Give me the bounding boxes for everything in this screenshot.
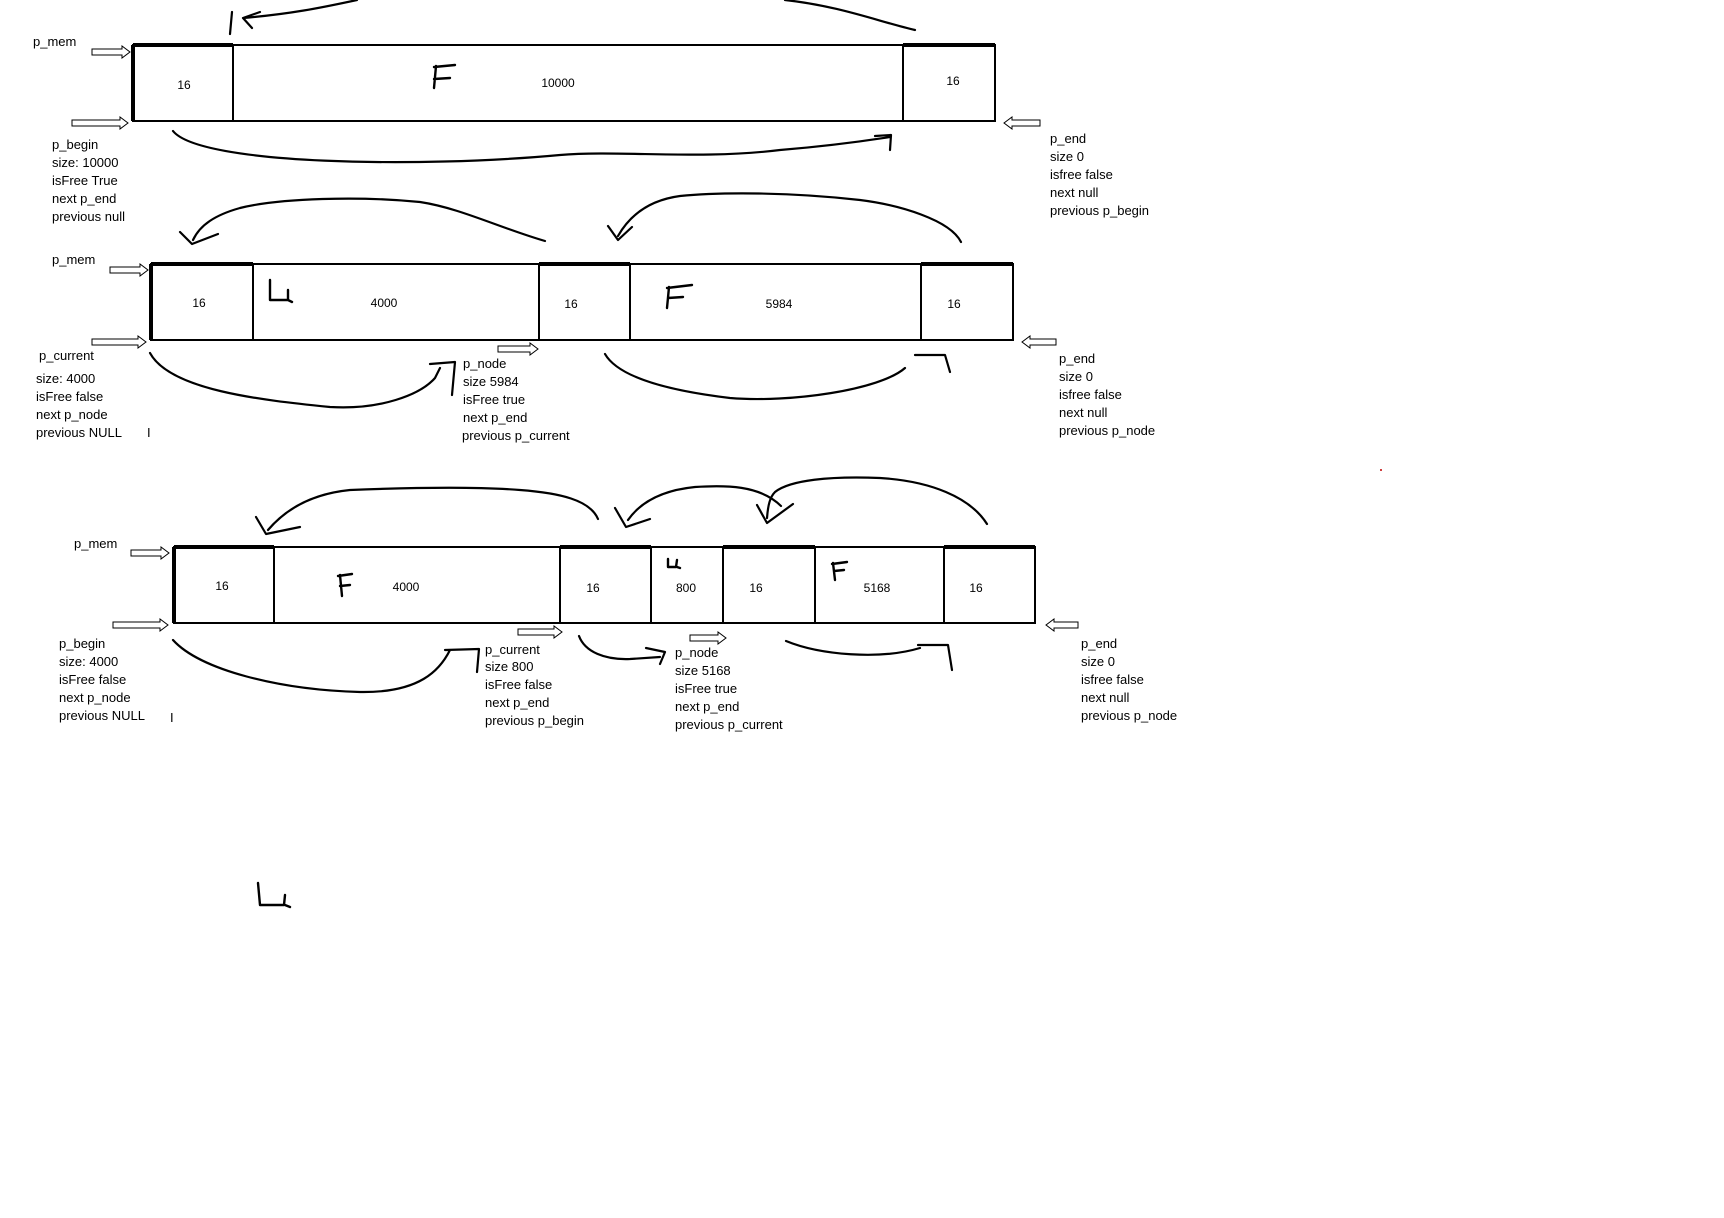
row2-next-link-arrow [150, 353, 455, 407]
row3-left-labels [59, 636, 145, 723]
label-line: next p_end [675, 699, 740, 714]
p-node-arrow-icon [690, 632, 726, 644]
label-line: previous p_current [462, 428, 570, 443]
p-begin-arrow-icon [113, 619, 168, 631]
label-line: previous p_begin [1050, 203, 1150, 218]
label-line: size 0 [1050, 149, 1084, 164]
label-line: isfree false [1050, 167, 1113, 182]
label-line: previous p_node [1059, 423, 1156, 438]
label-line: next p_end [463, 410, 528, 425]
p-node-arrow-icon [498, 343, 538, 355]
label-line: previous NULL [59, 708, 145, 723]
label-line: p_node [675, 645, 719, 660]
stray-mark: I [170, 710, 174, 725]
row3-next-link-arrow [173, 640, 479, 692]
row3-back-link-arrow [615, 486, 781, 527]
row3-back-link-arrow [256, 488, 598, 534]
row1-next-link-arrow [173, 131, 891, 162]
row2-next-link-arrow [605, 354, 950, 399]
row3-middle2-labels [675, 645, 783, 732]
label-line: p_begin [52, 137, 99, 152]
row1-block-label: 16 [946, 74, 960, 88]
label-line: size 5984 [463, 374, 519, 389]
row3-block-header [560, 547, 651, 623]
row2-block-end [921, 264, 1013, 340]
label-line: size 0 [1081, 654, 1115, 669]
label-line: isFree false [59, 672, 127, 687]
p-mem-arrow-icon [131, 547, 169, 559]
row1-block-label: 16 [177, 78, 191, 92]
row3-next-link-arrow [786, 641, 952, 670]
label-line: size: 4000 [59, 654, 119, 669]
label-line: p_end [1050, 131, 1087, 146]
label-line: previous p_current [675, 717, 783, 732]
label-line: previous p_begin [485, 713, 585, 728]
label-line: p_current [39, 348, 94, 363]
row2-block-label: 4000 [370, 296, 398, 310]
row3-back-link-arrow [757, 478, 987, 524]
label-line: isFree true [675, 681, 738, 696]
row3-p-mem-label: p_mem [74, 536, 118, 551]
row2-block-label: 5984 [765, 297, 793, 311]
label-line: isFree true [463, 392, 526, 407]
label-line: p_end [1059, 351, 1096, 366]
label-line: isFree false [485, 677, 553, 692]
row2-block-label: 16 [192, 296, 206, 310]
row3-next-link-arrow [579, 636, 665, 664]
label-line: size 800 [485, 659, 534, 674]
row3-block-label: 5168 [863, 581, 891, 595]
stray-dot [1380, 469, 1382, 471]
row2-left-labels [36, 348, 122, 440]
p-begin-arrow-icon [72, 117, 128, 129]
row3-middle1-labels [485, 642, 584, 728]
row2-block-header [539, 264, 630, 340]
row2-block-label: 16 [947, 297, 961, 311]
label-line: isfree false [1081, 672, 1144, 687]
row2-p-mem-label: p_mem [52, 252, 96, 267]
row1-p-mem-label: p_mem [33, 34, 77, 49]
row3-block-header [723, 547, 815, 623]
row-2 [36, 193, 1155, 443]
row3-block-label: 16 [969, 581, 983, 595]
stray-handwritten-u [258, 883, 290, 907]
label-line: previous p_node [1081, 708, 1178, 723]
p-current-arrow-icon [92, 336, 146, 348]
stray-mark: I [147, 425, 151, 440]
label-line: size: 10000 [52, 155, 119, 170]
row2-back-link-arrow [608, 193, 961, 242]
row3-block-label: 16 [586, 581, 600, 595]
label-line: next null [1081, 690, 1130, 705]
label-line: p_current [485, 642, 540, 657]
row1-block-label: 10000 [541, 76, 575, 90]
label-line: next p_end [485, 695, 550, 710]
label-line: next p_node [36, 407, 108, 422]
row3-block-label: 800 [675, 581, 697, 595]
label-line: next null [1059, 405, 1108, 420]
label-line: next p_end [52, 191, 117, 206]
label-line: next null [1050, 185, 1099, 200]
label-line: isFree True [52, 173, 118, 188]
p-current-arrow-icon [518, 626, 562, 638]
row3-block-label: 16 [749, 581, 763, 595]
row1-right-labels [1050, 131, 1149, 218]
row3-block-label: 16 [215, 579, 229, 593]
label-line: p_node [463, 356, 507, 371]
label-line: size 5168 [675, 663, 731, 678]
row3-right-labels [1081, 636, 1177, 723]
label-line: previous NULL [36, 425, 122, 440]
label-line: previous null [52, 209, 125, 224]
row1-back-link-curve [785, 0, 915, 30]
p-end-arrow-icon [1022, 336, 1056, 348]
row2-block-label: 16 [564, 297, 578, 311]
p-mem-arrow-icon [110, 264, 148, 276]
label-line: isFree false [36, 389, 104, 404]
row3-block-end [944, 547, 1035, 623]
row1-back-link-arrow [230, 0, 357, 34]
row-3 [59, 478, 1177, 732]
row-1 [33, 0, 1149, 224]
label-line: size 0 [1059, 369, 1093, 384]
label-line: size: 4000 [36, 371, 96, 386]
p-end-arrow-icon [1046, 619, 1078, 631]
row2-right-labels [1059, 351, 1155, 438]
label-line: p_begin [59, 636, 106, 651]
row2-back-link-arrow [180, 199, 545, 244]
row2-middle-labels [462, 356, 570, 443]
row1-left-labels [52, 137, 125, 224]
p-end-arrow-icon [1004, 117, 1040, 129]
label-line: isfree false [1059, 387, 1122, 402]
label-line: next p_node [59, 690, 131, 705]
label-line: p_end [1081, 636, 1118, 651]
row3-block-label: 4000 [392, 580, 420, 594]
p-mem-arrow-icon [92, 46, 130, 58]
